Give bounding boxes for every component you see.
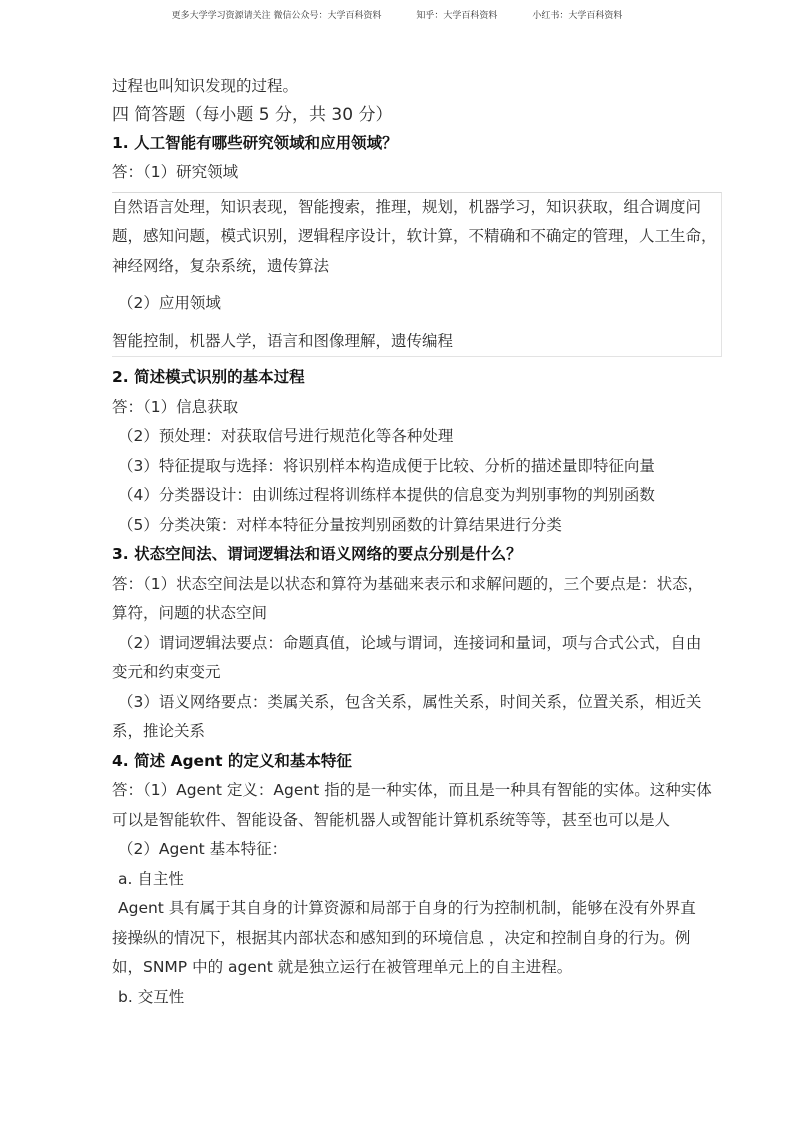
answer-line: Agent 具有属于其自身的计算资源和局部于自身的行为控制机制，能够在没有外界直 <box>118 899 696 917</box>
answer-line: 题，感知问题，模式识别，逻辑程序设计，软计算，不精确和不确定的管理，人工生命， <box>112 227 717 245</box>
header-wechat: 更多大学学习资源请关注 微信公众号：大学百科资料 <box>171 11 382 21</box>
answer-line: 算符，问题的状态空间 <box>112 604 268 622</box>
document-body <box>112 72 722 1012</box>
answer-line: 神经网络，复杂系统，遗传算法 <box>112 256 330 275</box>
answer-line: 如，SNMP 中的 agent 就是独立运行在被管理单元上的自主进程。 <box>112 958 573 976</box>
question-2: 2. 简述模式识别的基本过程 <box>112 368 305 386</box>
answer-line: 答：（1）状态空间法是以状态和算符为基础来表示和求解问题的，三个要点是：状态， <box>112 574 704 593</box>
answer-line: （2）预处理：对获取信号进行规范化等各种处理 <box>118 427 454 445</box>
answer-line: 自然语言处理，知识表现，智能搜索，推理，规划，机器学习，知识获取，组合调度问 <box>112 197 702 216</box>
section-heading: 四 简答题（每小题 5 分，共 30 分） <box>112 104 393 125</box>
answer-line: （3）特征提取与选择：将识别样本构造成便于比较、分析的描述量即特征向量 <box>118 456 655 475</box>
answer-line: 变元和约束变元 <box>112 663 221 681</box>
answer-line: （5）分类决策：对样本特征分量按判别函数的计算结果进行分类 <box>118 515 562 534</box>
answer-line: 可以是智能软件、智能设备、智能机器人或智能计算机系统等等，甚至也可以是人 <box>112 810 671 829</box>
header-zhihu: 知乎：大学百科资料 <box>416 11 498 21</box>
header-xiaohongshu: 小红书：大学百科资料 <box>532 11 623 21</box>
answer-line: b. 交互性 <box>118 987 185 1006</box>
answer-line: （2）谓词逻辑法要点：命题真值，论域与谓词，连接词和量词，项与合式公式，自由 <box>118 633 702 652</box>
answer-line: （2）应用领域 <box>118 294 221 312</box>
question-3: 3. 状态空间法、谓词逻辑法和语义网络的要点分别是什么？ <box>112 545 522 563</box>
page-header <box>0 8 794 21</box>
answer-line: 系，推论关系 <box>112 722 206 740</box>
answer-line: a. 自主性 <box>118 869 184 888</box>
question-1: 1. 人工智能有哪些研究领域和应用领域？ <box>112 133 398 152</box>
answer-line: 答：（1）研究领域 <box>112 163 239 181</box>
answer-line: （2）Agent 基本特征： <box>118 840 288 858</box>
answer-line: 智能控制，机器人学，语言和图像理解，遗传编程 <box>112 331 454 350</box>
answer-box <box>112 192 722 358</box>
answer-line: （3）语义网络要点：类属关系，包含关系，属性关系，时间关系，位置关系，相近关 <box>118 692 702 711</box>
answer-line: 答：（1）Agent 定义：Agent 指的是一种实体，而且是一种具有智能的实体。这种实体 <box>112 781 712 799</box>
paragraph-line: 过程也叫知识发现的过程。 <box>112 77 299 95</box>
question-4: 4. 简述 Agent 的定义和基本特征 <box>112 751 352 770</box>
answer-line: 答：（1）信息获取 <box>112 397 239 416</box>
answer-line: （4）分类器设计：由训练过程将训练样本提供的信息变为判别事物的判别函数 <box>118 486 655 504</box>
answer-line: 接操纵的情况下，根据其内部状态和感知到的环境信息 ，决定和控制自身的行为。例 <box>112 928 691 947</box>
